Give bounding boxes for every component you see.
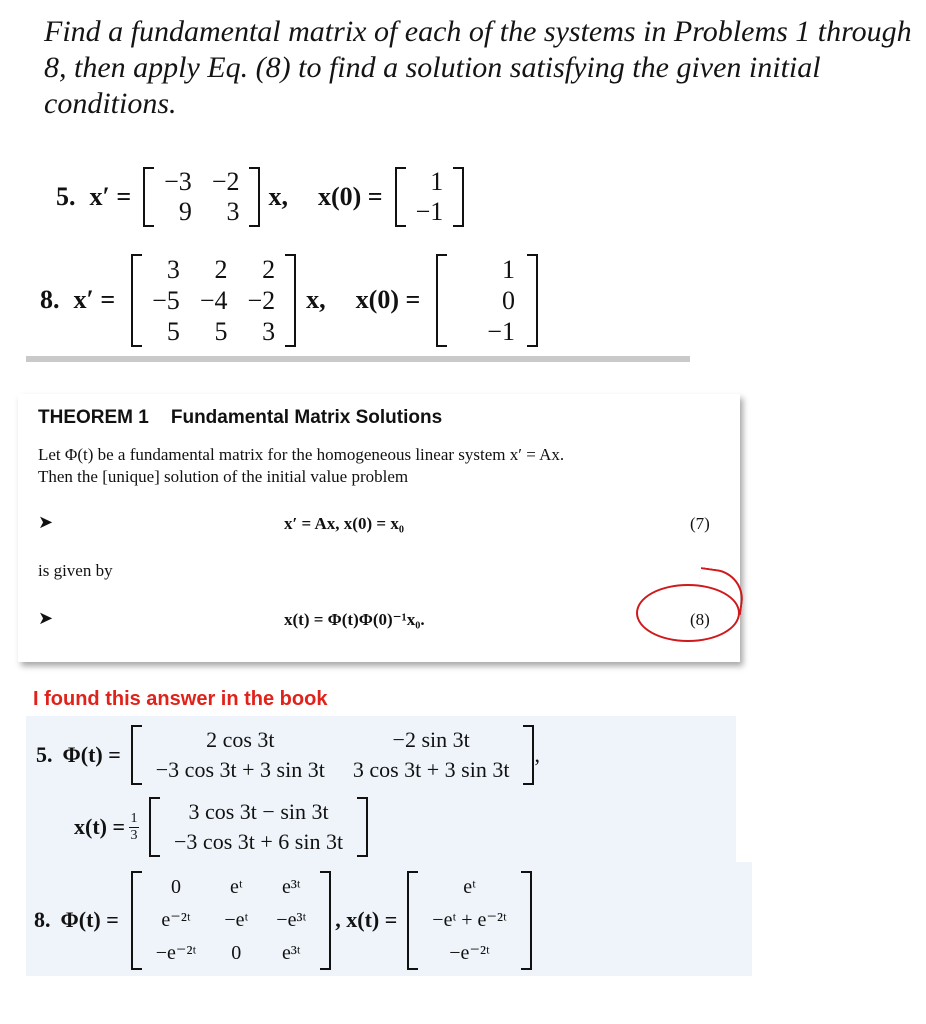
- fraction-numerator: 1: [130, 810, 138, 826]
- answer-8: [34, 866, 532, 974]
- matrix-cell: 2: [262, 254, 276, 284]
- theorem-title: Fundamental Matrix Solutions: [170, 407, 443, 428]
- answer-8-x-vector: [407, 871, 532, 970]
- theorem-given-by: is given by: [38, 561, 113, 580]
- vector-cell: 1: [501, 254, 515, 284]
- matrix-cell: −2: [247, 285, 276, 315]
- vector-cell: −1: [487, 316, 515, 346]
- matrix-cell: e⁻²ᵗ: [161, 908, 191, 931]
- answer-8-phi-matrix: [131, 871, 332, 970]
- problem-8-x: x,: [306, 285, 326, 314]
- matrix-cell: 3: [262, 316, 276, 346]
- matrix-cell: 2 cos 3t: [206, 727, 275, 752]
- vector-cell: 0: [501, 285, 515, 315]
- matrix-cell: −3: [164, 167, 192, 196]
- answer-5-label: 5.: [36, 742, 53, 767]
- matrix-cell: −3 cos 3t + 3 sin 3t: [155, 757, 325, 782]
- answer-5-x-vector: [149, 797, 368, 857]
- vector-cell: 3 cos 3t − sin 3t: [188, 799, 329, 824]
- answer-5-x: [74, 794, 368, 860]
- answer-8-phi-lhs: Φ(t) =: [60, 907, 119, 932]
- problem-5-initial-vector: [395, 167, 465, 227]
- matrix-cell: −e³ᵗ: [276, 908, 307, 931]
- problem-8: [40, 250, 538, 350]
- matrix-cell: −4: [199, 285, 228, 315]
- matrix-cell: −eᵗ: [224, 908, 249, 931]
- matrix-cell: 2: [214, 254, 228, 284]
- divider: [26, 356, 690, 362]
- vector-cell: eᵗ: [463, 875, 476, 898]
- red-circle-tail: [695, 567, 746, 615]
- vector-cell: 1: [430, 167, 444, 196]
- matrix-cell: −2: [211, 167, 240, 196]
- problem-5-lhs: x′ =: [89, 182, 132, 211]
- matrix-cell: 9: [178, 197, 192, 226]
- theorem-heading: [38, 407, 442, 429]
- problem-instructions: Find a fundamental matrix of each of the systems in Problems 1 through 8, then apply Eq. (8) to find a solution satisfying the given initial conditions.: [44, 15, 912, 120]
- vector-cell: −eᵗ + e⁻²ᵗ: [432, 908, 507, 931]
- matrix-cell: −e⁻²ᵗ: [155, 941, 197, 964]
- problem-5-label: 5.: [56, 182, 76, 211]
- answer-5-x-lhs: x(t) =: [74, 814, 126, 839]
- problem-5-x: x,: [268, 182, 288, 211]
- theorem-line-2: Then the [unique] solution of the initial value problem: [38, 467, 409, 486]
- vector-cell: −1: [415, 197, 444, 226]
- equation-7-number: (7): [690, 514, 710, 533]
- arrow-icon: ➤: [38, 512, 54, 532]
- problem-8-init-lhs: x(0) =: [355, 285, 421, 314]
- answer-8-x-lhs: , x(t) =: [335, 907, 398, 932]
- user-note: I found this answer in the book: [33, 688, 328, 710]
- equation-8: x(t) = Φ(t)Φ(0)⁻¹x₀.: [284, 610, 425, 629]
- matrix-cell: 3: [226, 197, 240, 226]
- matrix-cell: 3 cos 3t + 3 sin 3t: [352, 757, 510, 782]
- problem-5-init-lhs: x(0) =: [317, 182, 383, 211]
- problem-5-matrix: [143, 167, 260, 227]
- vector-cell: −e⁻²ᵗ: [449, 941, 490, 964]
- matrix-cell: e³ᵗ: [281, 941, 301, 964]
- theorem-number: THEOREM 1: [38, 407, 149, 428]
- answer-5-phi-lhs: Φ(t) =: [62, 742, 121, 767]
- answer-5-phi: [36, 722, 540, 788]
- problem-8-label: 8.: [40, 285, 60, 314]
- problem-5: [56, 152, 464, 242]
- matrix-cell: e³ᵗ: [281, 875, 301, 898]
- answer-5-comma: ,: [534, 742, 540, 767]
- theorem-card: [18, 394, 740, 662]
- matrix-cell: 5: [166, 316, 180, 346]
- matrix-cell: −5: [152, 285, 180, 315]
- problem-8-initial-vector: [436, 254, 538, 347]
- equation-8-number: (8): [690, 610, 710, 629]
- matrix-cell: 0: [231, 941, 242, 964]
- matrix-cell: −2 sin 3t: [392, 727, 470, 752]
- matrix-cell: eᵗ: [229, 875, 243, 898]
- answer-8-label: 8.: [34, 907, 51, 932]
- arrow-icon: ➤: [38, 608, 54, 628]
- problem-8-lhs: x′ =: [73, 285, 116, 314]
- problem-8-matrix: [131, 254, 296, 347]
- equation-7: x′ = Ax, x(0) = x₀: [284, 514, 404, 533]
- theorem-line-1: Let Φ(t) be a fundamental matrix for the homogeneous linear system x′ = Ax.: [38, 445, 565, 464]
- matrix-cell: 5: [214, 316, 228, 346]
- answer-5-fraction: [129, 812, 139, 843]
- answer-5-phi-matrix: [131, 725, 535, 785]
- fraction-denominator: 3: [130, 827, 138, 843]
- vector-cell: −3 cos 3t + 6 sin 3t: [174, 829, 344, 854]
- matrix-cell: 3: [166, 254, 180, 284]
- matrix-cell: 0: [171, 875, 182, 898]
